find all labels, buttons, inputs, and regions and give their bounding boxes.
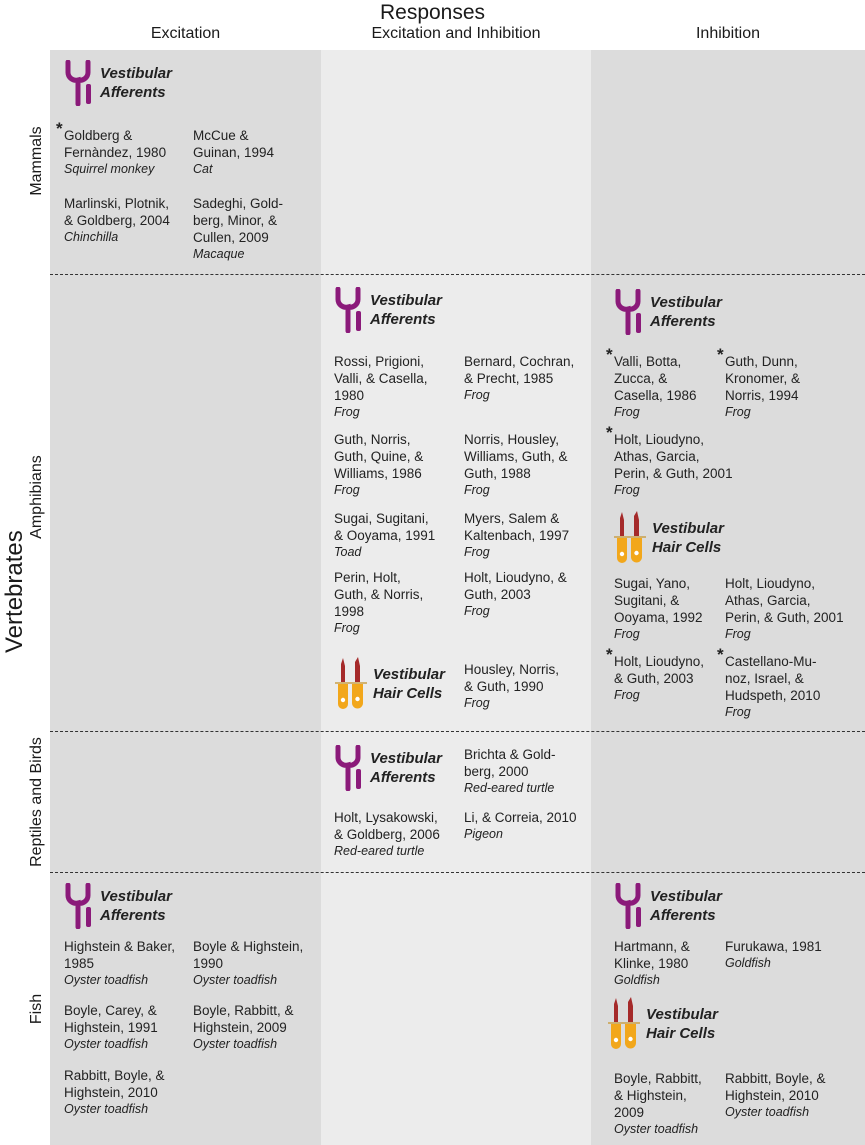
citation-text: Sugai, Yano, Sugitani, & Ooyama, 1992 <box>614 576 703 625</box>
citation-text: Rossi, Prigioni, Valli, & Casella, 1980 <box>334 354 428 403</box>
reference-entry <box>193 938 303 988</box>
row-divider <box>50 274 865 275</box>
reference-entry <box>64 938 175 988</box>
asterisk-marker: * <box>717 345 724 364</box>
reference-entry <box>56 119 167 177</box>
citation-text: Sadeghi, Gold- berg, Minor, & Cullen, 2009 <box>193 196 284 245</box>
reference-entry <box>614 575 703 642</box>
reference-entry <box>464 809 577 842</box>
badge-label: Hair Cells <box>652 539 722 556</box>
citation-text: Holt, Lioudyno, & Guth, 2003 <box>464 570 567 602</box>
citation-text: Holt, Lioudyno, Athas, Garcia, Perin, & Guth, 2001 <box>614 432 733 481</box>
citation-text: Boyle, Rabbitt, & Highstein, 2009 <box>193 1003 294 1035</box>
reference-entry <box>464 661 559 711</box>
species-label: Frog <box>464 696 490 710</box>
species-label: Toad <box>334 545 362 559</box>
row-label-reptiles-birds: Reptiles and Birds <box>28 737 45 867</box>
reference-entry <box>334 809 440 859</box>
citation-text: Perin, Holt, Guth, & Norris, 1998 <box>334 570 424 619</box>
figure-title: Responses <box>379 1 486 24</box>
row-divider <box>50 872 865 873</box>
reference-entry <box>193 1002 294 1052</box>
row-label-mammals: Mammals <box>28 126 45 196</box>
afferent-neuron-icon <box>334 287 366 333</box>
reference-entry <box>717 645 821 720</box>
reference-entry <box>193 127 274 177</box>
citation-text: Boyle & Highstein, 1990 <box>193 939 304 971</box>
citation-text: Goldberg & Fernàndez, 1980 <box>64 128 167 160</box>
citation-text: Holt, Lysakowski, & Goldberg, 2006 <box>334 810 440 842</box>
reference-entry <box>64 1002 158 1052</box>
vestibular-hair-cells-badge <box>606 996 718 1052</box>
hair-cell-icon <box>333 656 369 712</box>
species-label: Frog <box>614 627 640 641</box>
badge-label: Hair Cells <box>646 1025 716 1042</box>
badge-label: Vestibular <box>370 750 442 767</box>
citation-text: Valli, Botta, Zucca, & Casella, 1986 <box>614 354 697 403</box>
column-header-excitation: Excitation <box>150 25 221 42</box>
species-label: Oyster toadfish <box>193 1037 278 1051</box>
reference-entry <box>334 569 423 636</box>
citation-text: Bernard, Cochran, & Precht, 1985 <box>464 354 575 386</box>
badge-label: Vestibular <box>373 666 445 683</box>
species-label: Oyster toadfish <box>725 1105 810 1119</box>
badge-label: Afferents <box>650 907 716 924</box>
reference-entry <box>193 195 283 262</box>
species-label: Oyster toadfish <box>64 973 149 987</box>
badge-label: Vestibular <box>652 520 724 537</box>
afferent-neuron-icon <box>614 883 646 929</box>
afferent-neuron-icon <box>334 745 366 791</box>
citation-text: Myers, Salem & Kaltenbach, 1997 <box>464 511 570 543</box>
species-label: Squirrel monkey <box>64 162 155 176</box>
vestibular-afferents-badge <box>64 60 172 106</box>
reference-entry <box>717 345 801 420</box>
species-label: Pigeon <box>464 827 503 841</box>
citation-text: Furukawa, 1981 <box>725 939 822 954</box>
row-label-amphibians: Amphibians <box>28 455 45 539</box>
species-label: Oyster toadfish <box>64 1102 149 1116</box>
asterisk-marker: * <box>606 423 613 442</box>
vestibular-hair-cells-badge <box>333 656 445 712</box>
citation-text: Hartmann, & Klinke, 1980 <box>614 939 690 971</box>
badge-label: Afferents <box>100 84 166 101</box>
reference-entry <box>614 938 690 988</box>
species-label: Cat <box>193 162 213 176</box>
vestibular-afferents-badge <box>64 883 172 929</box>
citation-text: Marlinski, Plotnik, & Goldberg, 2004 <box>64 196 170 228</box>
row-divider <box>50 731 865 732</box>
species-label: Frog <box>334 483 360 497</box>
citation-text: Holt, Lioudyno, & Guth, 2003 <box>614 654 705 686</box>
badge-label: Hair Cells <box>373 685 443 702</box>
hair-cell-icon <box>606 996 642 1052</box>
citation-text: Guth, Norris, Guth, Quine, & Williams, 1986 <box>334 432 424 481</box>
afferent-neuron-icon <box>64 60 96 106</box>
reference-entry <box>725 938 822 971</box>
citation-text: Norris, Housley, Williams, Guth, & Guth, 1988 <box>464 432 568 481</box>
species-label: Frog <box>464 545 490 559</box>
species-label: Frog <box>725 705 751 719</box>
badge-label: Vestibular <box>646 1006 718 1023</box>
species-label: Frog <box>464 388 490 402</box>
species-label: Chinchilla <box>64 230 119 244</box>
vestibular-afferents-badge <box>614 883 722 929</box>
citation-text: Guth, Dunn, Kronomer, & Norris, 1994 <box>725 354 801 403</box>
species-label: Frog <box>725 405 751 419</box>
species-label: Red-eared turtle <box>334 844 425 858</box>
species-label: Frog <box>464 604 490 618</box>
reference-entry <box>464 510 569 560</box>
vestibular-afferents-badge <box>334 287 442 333</box>
asterisk-marker: * <box>717 645 724 664</box>
vestibular-hair-cells-badge <box>612 510 724 566</box>
reference-entry <box>464 431 568 498</box>
citation-text: Highstein & Baker, 1985 <box>64 939 176 971</box>
badge-label: Afferents <box>370 769 436 786</box>
reference-entry <box>725 575 844 642</box>
citation-text: Boyle, Rabbitt, & Highstein, 2009 <box>614 1071 702 1120</box>
column-header-inhibition: Inhibition <box>695 25 761 42</box>
reference-entry <box>464 353 574 403</box>
badge-label: Vestibular <box>650 888 722 905</box>
badge-label: Vestibular <box>370 292 442 309</box>
reference-entry <box>725 1070 826 1120</box>
reference-entry <box>606 645 705 703</box>
vestibular-afferents-badge <box>614 289 722 335</box>
hair-cell-icon <box>612 510 648 566</box>
reference-entry <box>334 353 428 420</box>
citation-text: Housley, Norris, & Guth, 1990 <box>464 662 560 694</box>
badge-label: Afferents <box>370 311 436 328</box>
citation-text: Li, & Correia, 2010 <box>464 810 577 825</box>
afferent-neuron-icon <box>614 289 646 335</box>
reference-entry <box>614 1070 702 1137</box>
row-label-fish: Fish <box>28 993 45 1025</box>
reference-entry <box>64 195 170 245</box>
species-label: Frog <box>334 621 360 635</box>
asterisk-marker: * <box>56 119 63 138</box>
badge-label: Vestibular <box>650 294 722 311</box>
reference-entry <box>464 569 567 619</box>
reference-entry <box>606 345 697 420</box>
species-label: Oyster toadfish <box>64 1037 149 1051</box>
species-label: Frog <box>614 483 640 497</box>
citation-text: Rabbitt, Boyle, & Highstein, 2010 <box>725 1071 826 1103</box>
citation-text: Boyle, Carey, & Highstein, 1991 <box>64 1003 158 1035</box>
species-label: Frog <box>464 483 490 497</box>
asterisk-marker: * <box>606 345 613 364</box>
citation-text: Brichta & Gold- berg, 2000 <box>464 747 556 779</box>
badge-label: Vestibular <box>100 65 172 82</box>
species-label: Goldfish <box>614 973 660 987</box>
vestibular-afferents-badge <box>334 745 442 791</box>
citation-text: Holt, Lioudyno, Athas, Garcia, Perin, & Guth, 2001 <box>725 576 844 625</box>
reference-entry <box>64 1067 165 1117</box>
species-label: Macaque <box>193 247 245 261</box>
badge-label: Vestibular <box>100 888 172 905</box>
badge-label: Afferents <box>650 313 716 330</box>
species-label: Frog <box>614 405 640 419</box>
citation-text: Castellano-Mu- noz, Israel, & Hudspeth, 2010 <box>725 654 821 703</box>
reference-entry <box>464 746 556 796</box>
asterisk-marker: * <box>606 645 613 664</box>
species-label: Frog <box>614 688 640 702</box>
species-label: Goldfish <box>725 956 771 970</box>
species-label: Red-eared turtle <box>464 781 555 795</box>
species-label: Frog <box>725 627 751 641</box>
reference-entry <box>606 423 733 498</box>
species-label: Oyster toadfish <box>614 1122 699 1136</box>
citation-text: Sugai, Sugitani, & Ooyama, 1991 <box>334 511 436 543</box>
species-label: Oyster toadfish <box>193 973 278 987</box>
vertebrates-label: Vertebrates <box>1 530 28 653</box>
citation-text: Rabbitt, Boyle, & Highstein, 2010 <box>64 1068 165 1100</box>
reference-entry <box>334 510 435 560</box>
column-header-excitation-inhibition: Excitation and Inhibition <box>371 25 541 42</box>
badge-label: Afferents <box>100 907 166 924</box>
species-label: Frog <box>334 405 360 419</box>
citation-text: McCue & Guinan, 1994 <box>193 128 275 160</box>
reference-entry <box>334 431 423 498</box>
afferent-neuron-icon <box>64 883 96 929</box>
